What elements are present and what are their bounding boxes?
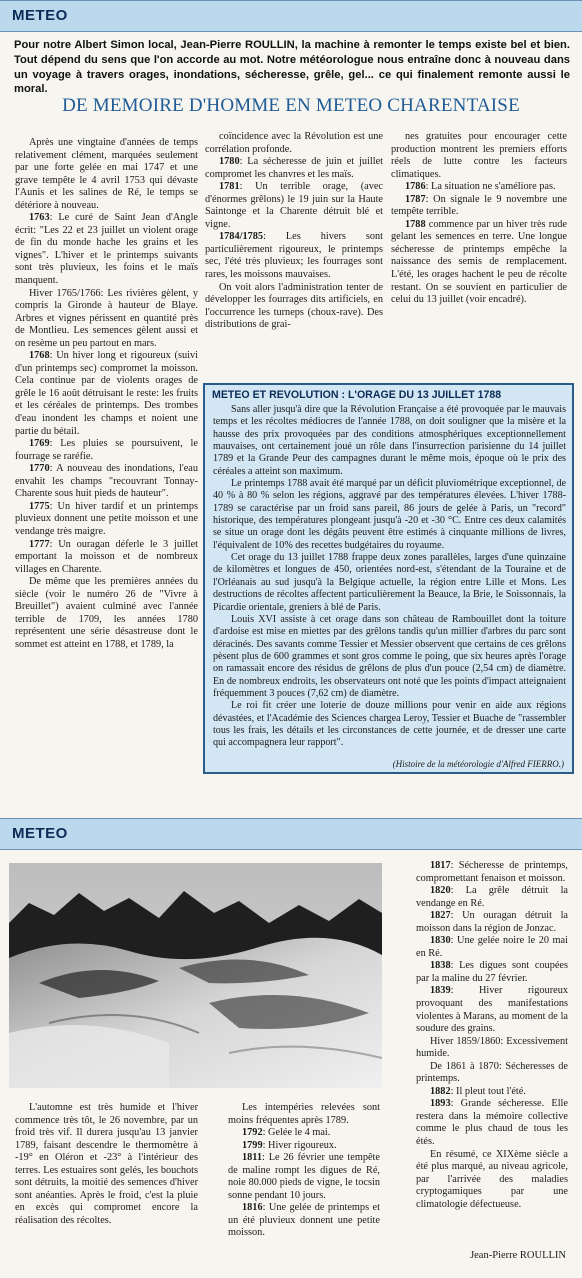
paragraph-text: : Un ouragan détruit la moisson dans la région de Jonzac. xyxy=(416,910,568,934)
year-lead: 1781 xyxy=(219,181,240,193)
paragraph xyxy=(228,1202,380,1240)
section-header-band xyxy=(0,0,582,32)
paragraph-text: : Il pleut tout l'été. xyxy=(450,1085,526,1097)
paragraph xyxy=(15,438,198,463)
paragraph-text: : Le curé de Saint Jean d'Angle écrit: "Les 22 et 23 juillet un violent orage de fin du monde hache les grains et les vignes". L'hiver et le printemps suivants sont très pluvieux, les foins et le maïs manquent. xyxy=(15,212,198,287)
year-lead: 1769 xyxy=(29,438,50,450)
paragraph-text: On voit alors l'administration tenter de développer les fourrages dits artificiels, en l'occurrence les turneps (choux-rave). Des distributions de grai- xyxy=(205,281,383,331)
year-lead: 1763 xyxy=(29,212,50,224)
paragraph xyxy=(15,539,198,577)
box-text xyxy=(213,404,566,750)
paragraph xyxy=(205,231,383,281)
text-column-1 xyxy=(15,137,198,651)
paragraph-text: : Hiver rigoureux. xyxy=(262,1139,337,1151)
paragraph-text: : Un hiver tardif et un printemps pluvieux donnent une petite moisson et une vendange très maigre. xyxy=(15,500,198,537)
paragraph xyxy=(15,288,198,351)
year-lead: 1817 xyxy=(430,860,451,871)
paragraph-text: Après une vingtaine d'années de temps relativement clément, marquées seulement par une forte gelée en mai 1747 et une grave tempête le 4 avril 1753 qui dévaste l'Aunis et les salines de Ré, le temps se détériore à nouveau. xyxy=(15,137,198,211)
photo-image xyxy=(9,863,382,1088)
paragraph xyxy=(416,860,568,885)
paragraph xyxy=(416,1098,568,1148)
paragraph xyxy=(228,1127,380,1140)
box-paragraph: Le printemps 1788 avait été marqué par un déficit pluviométrique exceptionnel, de 40 % à 80 % selon les régions, aggravé par des températures élevées. L'hiver 1788-1789 se caractérise par un froid sans pareil, 86 jours de gelée à Paris, un "record" historique, des températures plongeant jusqu'à -20 et -30 °C. Entre ces deux calamités se situe un orage dont les dégâts peuvent être estimés à cinquante millions de livres, l'équivalent de 10% des recettes budgétaires du royaume. xyxy=(213,478,566,551)
year-lead: 1838 xyxy=(430,960,451,972)
paragraph xyxy=(15,1102,198,1227)
paragraph-text: : Les digues sont coupées par la maline du 27 février. xyxy=(416,960,568,984)
paragraph-text: L'automne est très humide et l'hiver commence très tôt, le 26 novembre, par un froid très vif. Il durera jusqu'au 13 janvier 1789, faisant descendre le thermomètre à -19° en Oléron et -23° à l'intérieur des terres. Les estuaires sont gelés, les bouchots sont détruits, la moitié des semences d'hiver sont anéanties. Après le froid, c'est la pluie en excès qui compromet encore la réalisation des récoltes. xyxy=(15,1102,198,1226)
text-column-3 xyxy=(391,131,567,307)
paragraph xyxy=(15,501,198,539)
sidebar-box xyxy=(203,383,574,774)
paragraph-text: : Les pluies se poursuivent, le fourrage se raréfie. xyxy=(15,438,198,462)
paragraph xyxy=(205,131,383,156)
year-lead: 1799 xyxy=(242,1139,263,1151)
paragraph xyxy=(416,1149,568,1212)
paragraph xyxy=(416,935,568,960)
paragraph xyxy=(15,350,198,438)
section-header-band-2 xyxy=(0,818,582,850)
paragraph xyxy=(416,910,568,935)
paragraph xyxy=(391,194,567,219)
paragraph xyxy=(416,985,568,1035)
paragraph-text: : On signale le 9 novembre une tempête terrible. xyxy=(391,193,567,218)
paragraph xyxy=(15,212,198,287)
paragraph-text: Hiver 1859/1860: Excessivement humide. xyxy=(416,1035,568,1060)
paragraph xyxy=(416,960,568,985)
snow-dunes-photo xyxy=(9,863,382,1088)
year-lead: 1775 xyxy=(29,500,50,512)
text-column-4 xyxy=(15,1102,198,1227)
paragraph-text: nes gratuites pour encourager cette production montrent les premiers efforts réels de lutte contre les facteurs climatiques. xyxy=(391,131,567,180)
text-column-5 xyxy=(228,1102,380,1240)
year-lead: 1784/1785 xyxy=(219,231,264,243)
paragraph xyxy=(391,219,567,307)
year-lead: 1811 xyxy=(242,1152,263,1164)
year-lead: 1768 xyxy=(29,350,50,362)
section-label: METEO xyxy=(12,7,68,24)
year-lead: 1777 xyxy=(29,538,50,550)
box-paragraph: Sans aller jusqu'à dire que la Révolution Française a été provoquée par le mauvais temps et les récoltes médiocres de l'année 1788, on doit souligner que la misère et la hausse des prix provoquées par des conditions atmosphériques exceptionnellement mauvaises, ont certainement joué un rôle dans l'insurrection parisienne du 14 juillet 1789 et la Grande Peur des campagnes durant le même mois, époque où le prix des céréales a atteint son maximum. xyxy=(213,404,566,477)
paragraph-text: coïncidence avec la Révolution est une corrélation profonde. xyxy=(205,131,383,155)
year-lead: 1882 xyxy=(430,1085,451,1097)
paragraph xyxy=(391,181,567,194)
paragraph-text: : Sécheresse de printemps, compromettant fenaison et moisson. xyxy=(416,860,568,884)
year-lead: 1827 xyxy=(430,910,451,922)
paragraph-text: : Une gelée noire le 20 mai en Ré. xyxy=(416,935,568,959)
paragraph xyxy=(416,1086,568,1099)
intro-paragraph: Pour notre Albert Simon local, Jean-Pierre ROULLIN, la machine à remonter le temps existe bel et bien. Tout dépend du sens que l'on accorde au mot. Notre météorologue nous entraîne donc à nouveau dans un voyage à travers orages, inondations, sécheresse, grêle, gel... ce qui finalement remonte aussi le moral. xyxy=(14,39,570,96)
text-column-6 xyxy=(416,860,568,1211)
year-lead: 1792 xyxy=(242,1127,263,1139)
paragraph-text: : Un hiver long et rigoureux (suivi d'un printemps sec) compromet la moisson. Cela continue par de violents orages de grêle le 16 août détruisant le reste: les fruits et les céréales de printemps. Des trombes d'eau inondent les champs et noient une partie du bétail. xyxy=(15,350,198,437)
article-title: DE MEMOIRE D'HOMME EN METEO CHARENTAISE xyxy=(62,95,520,116)
author-signature: Jean-Pierre ROULLIN xyxy=(470,1250,566,1261)
paragraph-text: : Une gelée de printemps et un été pluvieux donnent une petite moisson. xyxy=(228,1202,380,1239)
year-lead: 1786 xyxy=(405,181,426,193)
paragraph-text: De même que les premières années du siècle (voir le numéro 26 de "Vivre à Breuillet") avaient culminé avec l'année terrible de 1709, les années 1780 représentent une série désastreuse dont le sommet est atteint en 1788, et 1789, la xyxy=(15,576,198,650)
paragraph xyxy=(228,1102,380,1127)
paragraph-text: : Les hivers sont particulièrement rigoureux, le printemps sec, l'été très pluvieux; les fourrages sont rares, les moissons mauvaises. xyxy=(205,231,383,281)
year-lead: 1893 xyxy=(430,1098,451,1110)
paragraph-text: Hiver 1765/1766: Les rivières gèlent, y compris la Gironde à hauteur de Blaye. Arbres et vignes périssent en quantité près de Montlieu. Les semences gèlent aussi et on resème un peu partout en mars. xyxy=(15,287,198,349)
text-column-2 xyxy=(205,131,383,332)
year-lead: 1788 xyxy=(405,218,426,230)
paragraph-text: : La grêle détruit la vendange en Ré. xyxy=(416,885,568,909)
paragraph-text: De 1861 à 1870: Sécheresses de printemps. xyxy=(416,1060,568,1085)
year-lead: 1816 xyxy=(242,1202,263,1214)
paragraph xyxy=(15,137,198,212)
paragraph-text: : La sécheresse de juin et juillet compromet les chanvres et les maïs. xyxy=(205,156,383,180)
box-paragraph: Le roi fit créer une loterie de douze millions pour venir en aide aux régions dévastées, et l'Académie des Sciences chargea Leroy, Tessier et Buache de "rassembler tous les frais, les détails et les circonstances de cette journée, et de dresser une carte qui accompagnera leur rapport". xyxy=(213,700,566,749)
paragraph xyxy=(416,1061,568,1086)
paragraph-text: En résumé, ce XIXème siècle a été plus marqué, au niveau agricole, par l'arrivée des maladies cryptogamiques par une climatologie défectueuse. xyxy=(416,1148,568,1210)
year-lead: 1787 xyxy=(405,193,426,205)
paragraph xyxy=(228,1140,380,1153)
paragraph xyxy=(205,282,383,332)
paragraph xyxy=(205,156,383,181)
box-paragraph: Louis XVI assiste à cet orage dans son château de Rambouillet dont la toiture d'ardoise est mise en miettes par des grêlons tandis qu'un millier d'arbres du parc sont déracinés. Des savants comme Tessier et Messier observent que certains de ces grêlons pèsent plus de 600 grammes et sont gros comme le poing, que six heures après l'orage on ramassait encore des résidus de grêlons de plus d'un pouce (2,54 cm) de diamètre. En de nombreux endroits, les observateurs ont noté que les points d'impact atteignaient fréquemment 3 pouces (7,62 cm) de diamètre. xyxy=(213,613,566,699)
box-title: METEO ET REVOLUTION : L'ORAGE DU 13 JUILLET 1788 xyxy=(212,389,502,401)
year-lead: 1820 xyxy=(430,885,451,897)
paragraph xyxy=(391,131,567,181)
paragraph-text: : Hiver rigoureux provoquant des manifestations violentes à Marans, au moment de la soudure des grains. xyxy=(416,985,568,1035)
paragraph-text: commence par un hiver très rude gelant les semences en terre. Une longue sécheresse de printemps empêche la naissance des semis de remplacement. L'été, les orages hachent le peu de récolte restant. On se souvient en particulier de celui du 13 juillet (voir encadré). xyxy=(391,218,567,306)
year-lead: 1770 xyxy=(29,463,50,475)
box-source: (Histoire de la météorologie d'Alfred FIERRO.) xyxy=(392,759,564,769)
year-lead: 1780 xyxy=(219,156,240,168)
paragraph xyxy=(416,885,568,910)
paragraph-text: : La situation ne s'améliore pas. xyxy=(425,181,556,193)
year-lead: 1830 xyxy=(430,935,451,947)
paragraph xyxy=(228,1152,380,1202)
paragraph-text: : A nouveau des inondations, l'eau envahit les champs "recouvrant Tonnay-Charente sous huit pieds de hauteur". xyxy=(15,463,198,500)
paragraph xyxy=(416,1036,568,1061)
year-lead: 1839 xyxy=(430,985,451,997)
paragraph-text: : Gelée le 4 mai. xyxy=(262,1127,331,1139)
paragraph xyxy=(205,181,383,231)
box-paragraph: Cet orage du 13 juillet 1788 frappe deux zones parallèles, larges d'une quinzaine de kilomètres et longues de 450, orientées nord-est, s'étendant de la Touraine et de l'Orléanais au sud jusqu'à la Belgique actuelle, la région entre Lille et Mons. Les destructions de récoltes affectent particulièrement la Beauce, la Brie, le Soissonnais, la Picardie orientale, greniers à blé de Paris. xyxy=(213,552,566,613)
paragraph-text: : Grande sécheresse. Elle restera dans la mémoire collective comme le plus chaud de tous les étés. xyxy=(416,1098,568,1148)
section-label-2: METEO xyxy=(12,825,68,842)
paragraph xyxy=(15,463,198,501)
paragraph-text: : Un ouragan déferle le 3 juillet emportant la moisson et de nombreux villages en Charente. xyxy=(15,538,198,575)
paragraph xyxy=(15,576,198,651)
paragraph-text: : Le 26 février une tempête de maline rompt les digues de Ré, noie 80.000 pieds de vigne, le tocsin sonne pendant 10 jours. xyxy=(228,1152,380,1201)
paragraph-text: : Un terrible orage, (avec d'énormes grêlons) le 19 juin sur la Haute Saintonge et la Charente détruit blé et vigne. xyxy=(205,181,383,230)
paragraph-text: Les intempéries relevées sont moins fréquentes après 1789. xyxy=(228,1102,380,1126)
